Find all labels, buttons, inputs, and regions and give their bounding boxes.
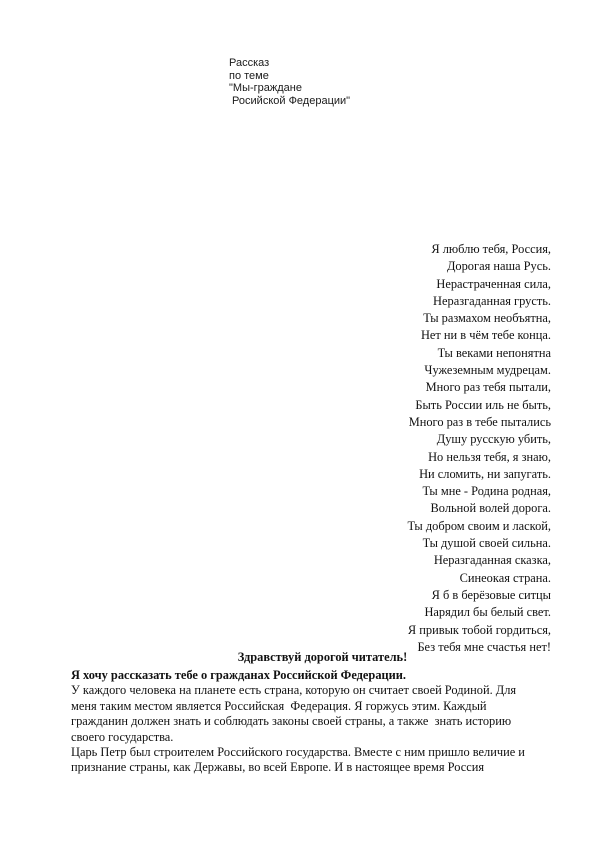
poem-line: Ты размахом необъятна,	[423, 311, 551, 326]
poem-line: Ни сломить, ни запугать.	[419, 466, 551, 481]
poem-line: Быть России иль не быть,	[415, 397, 551, 412]
poem-line: Нет ни в чём тебе конца.	[420, 328, 551, 343]
poem-line: Я привык тобой гордиться,	[407, 622, 551, 637]
poem-line: Душу русскую убить,	[436, 432, 551, 447]
title-line: "Мы-граждане	[229, 82, 302, 94]
poem-line: Я б в берёзовые ситцы	[431, 587, 551, 602]
poem-line: Много раз в тебе пытались	[408, 414, 551, 429]
body-line: Царь Петр был строителем Российского государства. Вместе с ним пришло величие и	[71, 745, 525, 760]
poem-line: Дорогая наша Русь.	[446, 259, 551, 274]
poem-line: Чужеземным мудрецам.	[424, 363, 551, 378]
poem-line: Нарядил бы белый свет.	[424, 605, 551, 620]
poem-line: Я люблю тебя, Россия,	[431, 242, 551, 256]
body-line: признание страны, как Державы, во всей Европе. И в настоящее время Россия	[71, 760, 485, 775]
poem-line: Но нельзя тебя, я знаю,	[428, 449, 551, 464]
poem-line: Ты добром своим и лаской,	[407, 518, 551, 533]
title-line: по теме	[229, 69, 269, 82]
body-line: У каждого человека на планете есть страна, которую он считает своей Родиной. Для	[71, 683, 517, 698]
body-line: меня таким местом является Российская Федерация. Я горжусь этим. Каждый	[71, 698, 487, 713]
poem-line: Без тебя мне счастья нет!	[417, 639, 551, 654]
title-line: Рассказ	[229, 57, 270, 69]
poem-line: Ты веками непонятна	[437, 345, 551, 360]
poem-line: Ты душой своей сильна.	[422, 536, 551, 551]
poem-line: Неразгаданная грусть.	[433, 293, 551, 308]
poem-line: Много раз тебя пытали,	[425, 380, 551, 395]
poem-line: Неразгаданная сказка,	[433, 553, 551, 568]
poem	[407, 241, 551, 656]
title-line: Росийской Федерации"	[229, 94, 351, 107]
body-text	[71, 668, 561, 776]
poem-line: Нерастраченная сила,	[436, 276, 551, 291]
story-title	[229, 57, 350, 107]
poem-line: Ты мне - Родина родная,	[422, 484, 551, 499]
lead-sentence: Я хочу рассказать тебе о гражданах Российской Федерации.	[71, 668, 407, 682]
body-line: гражданин должен знать и соблюдать законы своей страны, а также знать историю	[71, 714, 512, 729]
poem-line: Вольной волей дорога.	[430, 501, 551, 516]
poem-line: Синеокая страна.	[459, 570, 551, 585]
body-line: своего государства.	[71, 729, 174, 744]
greeting-heading: Здравствуй дорогой читатель!	[237, 650, 408, 664]
